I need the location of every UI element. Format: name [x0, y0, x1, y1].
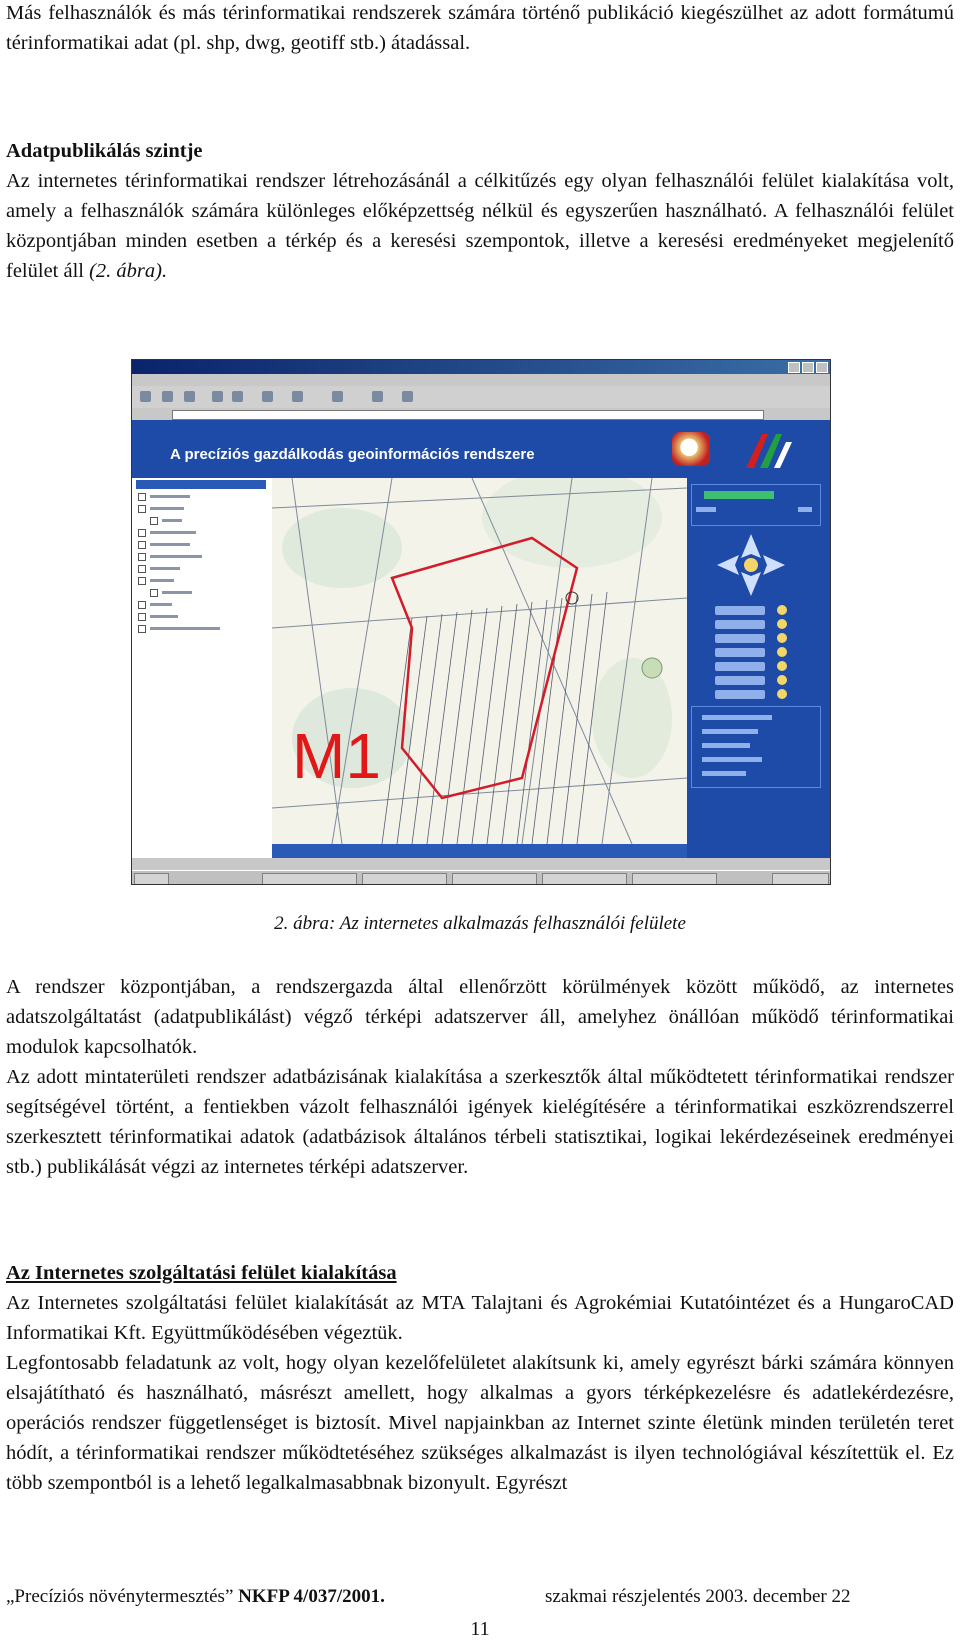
footer-code: NKFP 4/037/2001. — [238, 1586, 385, 1607]
paragraph-system-center: A rendszer központjában, a rendszergazda által ellenőrzött körülmények között működő, az internetes adatszolgáltatást (adatpublikálást) végző térképi adatszerver áll, amelyhez önállóan működő térinformatikai modulok kapcsolhatók. — [6, 976, 954, 1058]
figure-caption: 2. ábra: Az internetes alkalmazás felhasználói felülete — [274, 913, 686, 934]
footer-project: „Precíziós növénytermesztés” — [6, 1586, 239, 1607]
section-body: Az internetes térinformatikai rendszer létrehozásánál a célkitűzés egy olyan felhasználói felület kialakítása volt, amely a felhasználók számára különleges előképzettség nélkül és egyszerűen használható. A felhasználói felület központjában minden esetben a térkép és a keresési szempontok, illetve a keresési eredményeket megjelenítő felület áll — [6, 170, 954, 282]
browser-statusbar — [132, 858, 830, 870]
map-status-line — [272, 844, 687, 858]
query-list-box — [691, 706, 821, 788]
window-toolbar — [132, 386, 830, 409]
layer-panel — [132, 478, 272, 858]
layer-select-box — [691, 484, 821, 526]
section2-body-1: Az Internetes szolgáltatási felület kialakítását az MTA Talajtani és Agrokémiai Kutatóintézet és a HungaroCAD Informatikai Kft. Együttműködésében végeztük. — [6, 1292, 954, 1344]
intro-paragraph: Más felhasználók és más térinformatikai rendszerek számára történő publikáció kiegészülhet az adott formátumú térinformatikai adat (pl. shp, dwg, geotiff stb.) átadással. — [6, 2, 954, 54]
maximize-icon — [802, 362, 814, 373]
section-heading-2: Az Internetes szolgáltatási felület kialakítása — [6, 1262, 397, 1284]
control-panel — [687, 478, 830, 858]
window-menubar — [132, 374, 830, 386]
minimize-icon — [788, 362, 800, 373]
close-icon — [816, 362, 828, 373]
figure-reference: (2. ábra). — [89, 260, 168, 282]
section2-body-2: Legfontosabb feladatunk az volt, hogy olyan kezelőfelületet alakítsunk ki, amely egyrészt bárki számára könnyen elsajátítható és használható, másrészt amellett, hogy alkalmas a gyors térképkezelésre és adatlekérdezésre, operációs rendszer függetlenséget is biztosít. Mivel napjainkban az Internet szinte életünk minden területén teret hódít, a térinformatikai rendszer működtetéséhez szükséges alkalmazást is ilyen technológiával készítettük el. Ez több szempontból is a lehető legalkalmasabbnak bizonyult. Egyrészt — [6, 1352, 954, 1494]
brand-logo-icon — [740, 428, 800, 472]
section-heading: Adatpublikálás szintje — [6, 140, 203, 162]
map-field-label: M1 — [292, 720, 381, 792]
pan-compass-icon — [711, 530, 791, 600]
window-titlebar — [132, 360, 830, 374]
logo-icon — [672, 432, 710, 466]
footer-left — [6, 1586, 385, 1608]
map-canvas — [272, 478, 687, 844]
page-number: 11 — [470, 1618, 490, 1640]
paragraph-database: Az adott mintaterületi rendszer adatbázisának kialakítása a szerkesztők által működtetett térinformatikai rendszer segítségével történt, a fentiekben vázolt felhasználói igények kielégítésére a térinformatikai eszközrendszerrel szerkesztett térinformatikai adatok (adatbázisok általános térbeli statisztikai, logikai lekérdezéseinek eredményei stb.) publikálását végzi az internetes térképi adatszerver. — [6, 1066, 954, 1178]
app-banner — [132, 420, 830, 478]
footer-right: szakmai részjelentés 2003. december 22 — [545, 1586, 851, 1607]
section-adatpublikalas — [6, 136, 954, 286]
address-bar — [132, 408, 830, 420]
section-internet-interface — [6, 1258, 954, 1498]
os-taskbar — [132, 870, 830, 885]
banner-title: A precíziós gazdálkodás geoinformációs rendszere — [170, 446, 535, 463]
figure-screenshot — [131, 359, 831, 885]
